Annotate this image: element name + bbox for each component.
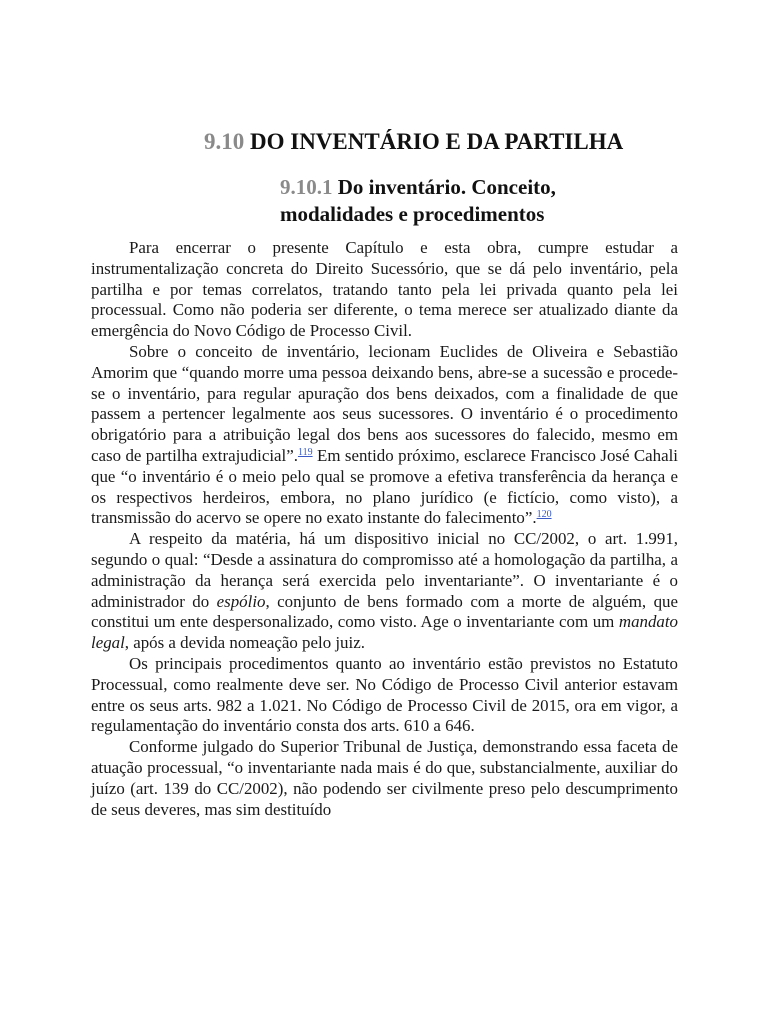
footnote-link-120[interactable]: 120: [536, 509, 552, 521]
section-heading: [204, 127, 724, 157]
paragraph-2: [91, 342, 678, 529]
paragraph-3: [91, 529, 678, 654]
paragraph-4: Os principais procedimentos quanto ao inventário estão previstos no Estatuto Processual, como realmente deve ser. No Código de Processo Civil anterior estavam entre os seus arts. 982 a 1.021. No Código de Processo Civil de 2015, ora em vigor, a regulamentação do inventário consta dos arts. 610 a 646.: [91, 653, 678, 736]
body-text: [91, 238, 678, 820]
subsection-title-line2: modalidades e procedimentos: [280, 202, 545, 226]
paragraph-3-emphasis-mandato: mandato legal: [91, 612, 678, 653]
paragraph-3-text-b: , conjunto de bens formado com a morte de alguém, que constitui um ente despersonalizado, como visto. Age o inventariante com um: [91, 591, 678, 632]
footnote-ref-120: [537, 509, 552, 520]
footnote-ref-119: [298, 447, 313, 458]
paragraph-3-text-c: , após a devida nomeação pelo juiz.: [124, 633, 365, 653]
section-number: 9.10: [204, 129, 245, 154]
footnote-link-119[interactable]: 119: [297, 446, 313, 458]
paragraph-5: Conforme julgado do Superior Tribunal de Justiça, demonstrando essa faceta de atuação processual, “o inventariante nada mais é do que, substancialmente, auxiliar do juízo (art. 139 do CC/2002), não podendo ser civilmente preso pelo descumprimento de seus deveres, mas sim destituído: [91, 737, 678, 819]
paragraph-3-text-a: A respeito da matéria, há um dispositivo inicial no CC/2002, o art. 1.991, segundo o qual: “Desde a assinatura do compromisso até a homologação da partilha, a administração da herança será exercida pelo inventariante”. O inventariante é o administrador do: [91, 529, 678, 611]
paragraph-1: Para encerrar o presente Capítulo e esta obra, cumpre estudar a instrumentalização concreta do Direito Sucessório, que se dá pelo inventário, pela partilha e por temas correlatos, tratando tanto pela lei privada quanto pela lei processual. Como não poderia ser diferente, o tema merece ser atualizado diante da emergência do Novo Código de Processo Civil.: [91, 238, 678, 341]
subsection-title-line1: Do inventário. Conceito,: [337, 175, 556, 199]
paragraph-2-text-b: Em sentido próximo, esclarece Francisco José Cahali que “o inventário é o meio pelo qual se promove a efetiva transferência da herança e os respectivos herdeiros, embora, no plano jurídico (e fictício, como visto), a transmissão do acervo se opere no exato instante do falecimento”.: [91, 445, 678, 528]
subsection-number: 9.10.1: [280, 175, 333, 199]
subsection-heading: [280, 174, 700, 228]
paragraph-3-emphasis-espolio: espólio: [216, 591, 266, 611]
paragraph-2-text-a: Sobre o conceito de inventário, lecionam Euclides de Oliveira e Sebastião Amorim que “quando morre uma pessoa deixando bens, abre-se a sucessão e procede-se o inventário, para regular apuração dos bens deixados, com a finalidade de que passem a pertencer legalmente aos seus sucessores. O inventário é o procedimento obrigatório para a atribuição legal dos bens aos sucessores do falecido, mesmo em caso de partilha extrajudicial”.: [91, 341, 678, 465]
section-title: DO INVENTÁRIO E DA PARTILHA: [250, 129, 624, 154]
